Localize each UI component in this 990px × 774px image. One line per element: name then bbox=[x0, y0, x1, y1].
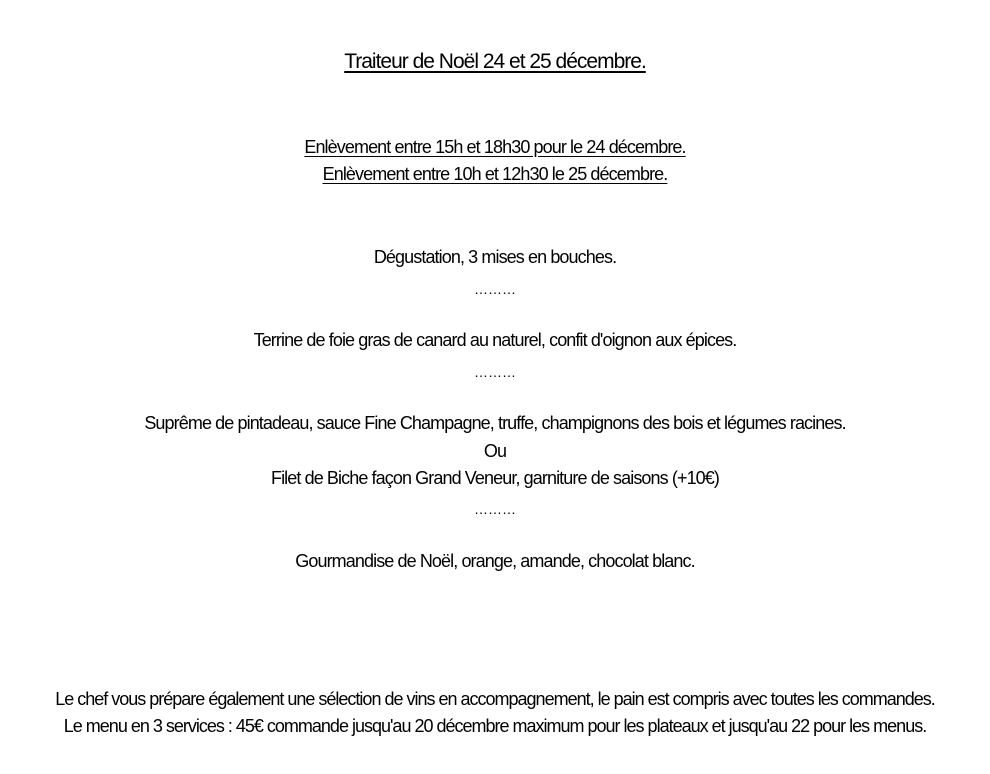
course-main-option-1: Suprême de pintadeau, sauce Fine Champagne, truffe, champignons des bois et légumes racines. bbox=[144, 413, 846, 433]
course-starter: Terrine de foie gras de canard au naturel, confit d'oignon aux épices. bbox=[253, 330, 737, 350]
course-separator: ……… bbox=[474, 364, 516, 380]
course-dessert: Gourmandise de Noël, orange, amande, chocolat blanc. bbox=[295, 551, 695, 571]
course-or-label: Ou bbox=[483, 441, 507, 461]
page-title: Traiteur de Noël 24 et 25 décembre. bbox=[344, 50, 646, 73]
course-separator: ……… bbox=[474, 501, 516, 517]
course-tasting: Dégustation, 3 mises en bouches. bbox=[373, 247, 617, 267]
footer-note-wine: Le chef vous prépare également une sélection de vins en accompagnement, le pain est compris avec toutes les commandes. bbox=[55, 689, 935, 709]
course-separator: ……… bbox=[474, 281, 516, 297]
footer-note-pricing: Le menu en 3 services : 45€ commande jusqu'au 20 décembre maximum pour les plateaux et jusqu'au 22 pour les menus. bbox=[63, 716, 927, 736]
pickup-time-24: Enlèvement entre 15h et 18h30 pour le 24 décembre. bbox=[304, 137, 686, 157]
course-main-option-2: Filet de Biche façon Grand Veneur, garniture de saisons (+10€) bbox=[270, 468, 719, 488]
pickup-time-25: Enlèvement entre 10h et 12h30 le 25 décembre. bbox=[322, 164, 668, 184]
